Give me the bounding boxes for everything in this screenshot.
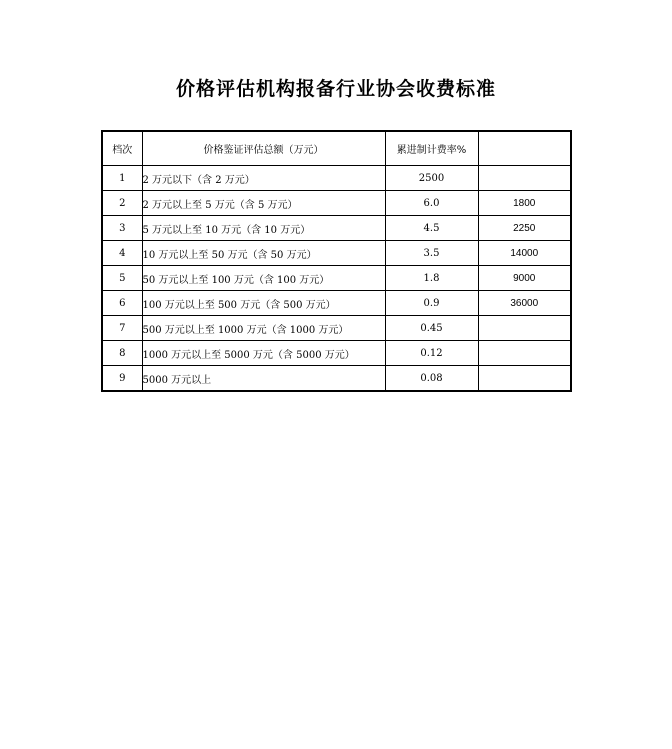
rate-cell: 1.8 [385, 266, 478, 291]
extra-cell [478, 166, 571, 191]
rate-cell: 3.5 [385, 241, 478, 266]
table-row [102, 216, 571, 241]
table-header-row [102, 131, 571, 166]
header-rate: 累进制计费率% [385, 131, 478, 166]
extra-cell: 2250 [478, 216, 571, 241]
table-row [102, 341, 571, 366]
table-row [102, 191, 571, 216]
range-cell: 500 万元以上至 1000 万元（含 1000 万元） [142, 316, 385, 341]
extra-cell [478, 341, 571, 366]
document-title: 价格评估机构报备行业协会收费标准 [175, 78, 496, 100]
extra-cell: 1800 [478, 191, 571, 216]
range-cell: 10 万元以上至 50 万元（含 50 万元） [142, 241, 385, 266]
extra-cell: 9000 [478, 266, 571, 291]
rate-cell: 4.5 [385, 216, 478, 241]
rate-cell: 0.9 [385, 291, 478, 316]
tier-cell: 4 [102, 241, 142, 266]
range-cell: 2 万元以上至 5 万元（含 5 万元） [142, 191, 385, 216]
range-cell: 5 万元以上至 10 万元（含 10 万元） [142, 216, 385, 241]
rate-cell: 0.45 [385, 316, 478, 341]
tier-cell: 6 [102, 291, 142, 316]
tier-cell: 7 [102, 316, 142, 341]
tier-cell: 2 [102, 191, 142, 216]
tier-cell: 8 [102, 341, 142, 366]
table-row [102, 291, 571, 316]
tier-cell: 9 [102, 366, 142, 392]
extra-cell: 36000 [478, 291, 571, 316]
header-extra [478, 131, 571, 166]
fee-standard-table [101, 130, 572, 392]
rate-cell: 2500 [385, 166, 478, 191]
range-cell: 2 万元以下（含 2 万元） [142, 166, 385, 191]
header-range: 价格鉴证评估总额（万元） [142, 131, 385, 166]
table-row [102, 241, 571, 266]
range-cell: 50 万元以上至 100 万元（含 100 万元） [142, 266, 385, 291]
table-row [102, 316, 571, 341]
tier-cell: 1 [102, 166, 142, 191]
range-cell: 100 万元以上至 500 万元（含 500 万元） [142, 291, 385, 316]
table-row [102, 166, 571, 191]
extra-cell [478, 316, 571, 341]
header-tier: 档次 [102, 131, 142, 166]
extra-cell [478, 366, 571, 392]
extra-cell: 14000 [478, 241, 571, 266]
tier-cell: 3 [102, 216, 142, 241]
rate-cell: 0.12 [385, 341, 478, 366]
table-row [102, 266, 571, 291]
range-cell: 5000 万元以上 [142, 366, 385, 392]
tier-cell: 5 [102, 266, 142, 291]
rate-cell: 0.08 [385, 366, 478, 392]
table-row [102, 366, 571, 392]
range-cell: 1000 万元以上至 5000 万元（含 5000 万元） [142, 341, 385, 366]
rate-cell: 6.0 [385, 191, 478, 216]
